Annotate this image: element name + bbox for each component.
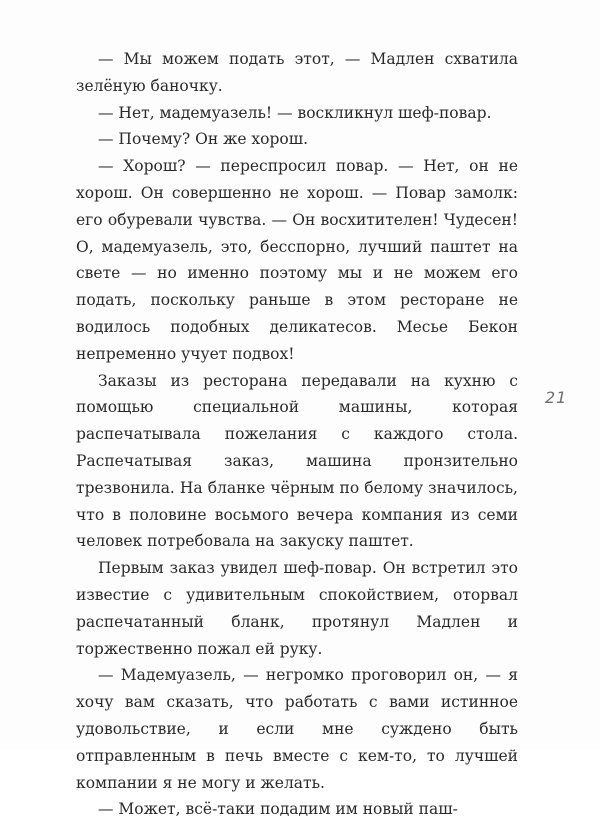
paragraph-3: — Почему? Он же хорош. bbox=[98, 130, 309, 149]
paragraph-4: — Хорош? — переспросил повар. — Нет, он не хорош. Он совершенно не хорош. — Повар замолк: его обуревали чувства. — Он восхитителен! Чудесен! О, мадемуазель, это, бесспорно, лучший паштет на свете — но именно поэтому мы и не можем его подать, поскольку раньше в этом ресторане не водилось подобных деликатесов. Месье Бекон непременно учует подвох! bbox=[76, 157, 518, 363]
paragraph-1: — Мы можем подать этот, — Мадлен схватила зелёную баночку. bbox=[76, 50, 518, 95]
paragraph-7: — Мадемуазель, — негромко проговорил он, — я хочу вам сказать, что работать с вами истинное удовольствие, и если мне суждено быть отправленным в печь вместе с кем-то, то лучшей компании я не могу и желать. bbox=[76, 666, 518, 792]
page-number: 21 bbox=[545, 388, 568, 407]
page-text bbox=[76, 46, 518, 823]
paragraph-5: Заказы из ресторана передавали на кухню с помощью специальной машины, которая распечатывала пожелания с каждого стола. Распечатывая заказ, машина пронзительно трезвонила. На бланке чёрным по белому значилось, что в половине восьмого вечера компания из семи человек потребовала на закуску паштет. bbox=[76, 371, 518, 551]
paragraph-2: — Нет, мадемуазель! — воскликнул шеф-повар. bbox=[98, 103, 492, 122]
paragraph-6: Первым заказ увидел шеф-повар. Он встретил это известие с удивительным спокойствием, оторвал распечатанный бланк, протянул Мадлен и торжественно пожал ей руку. bbox=[76, 559, 518, 658]
paragraph-8: — Может, всё-таки подадим им новый паш- bbox=[98, 800, 458, 819]
